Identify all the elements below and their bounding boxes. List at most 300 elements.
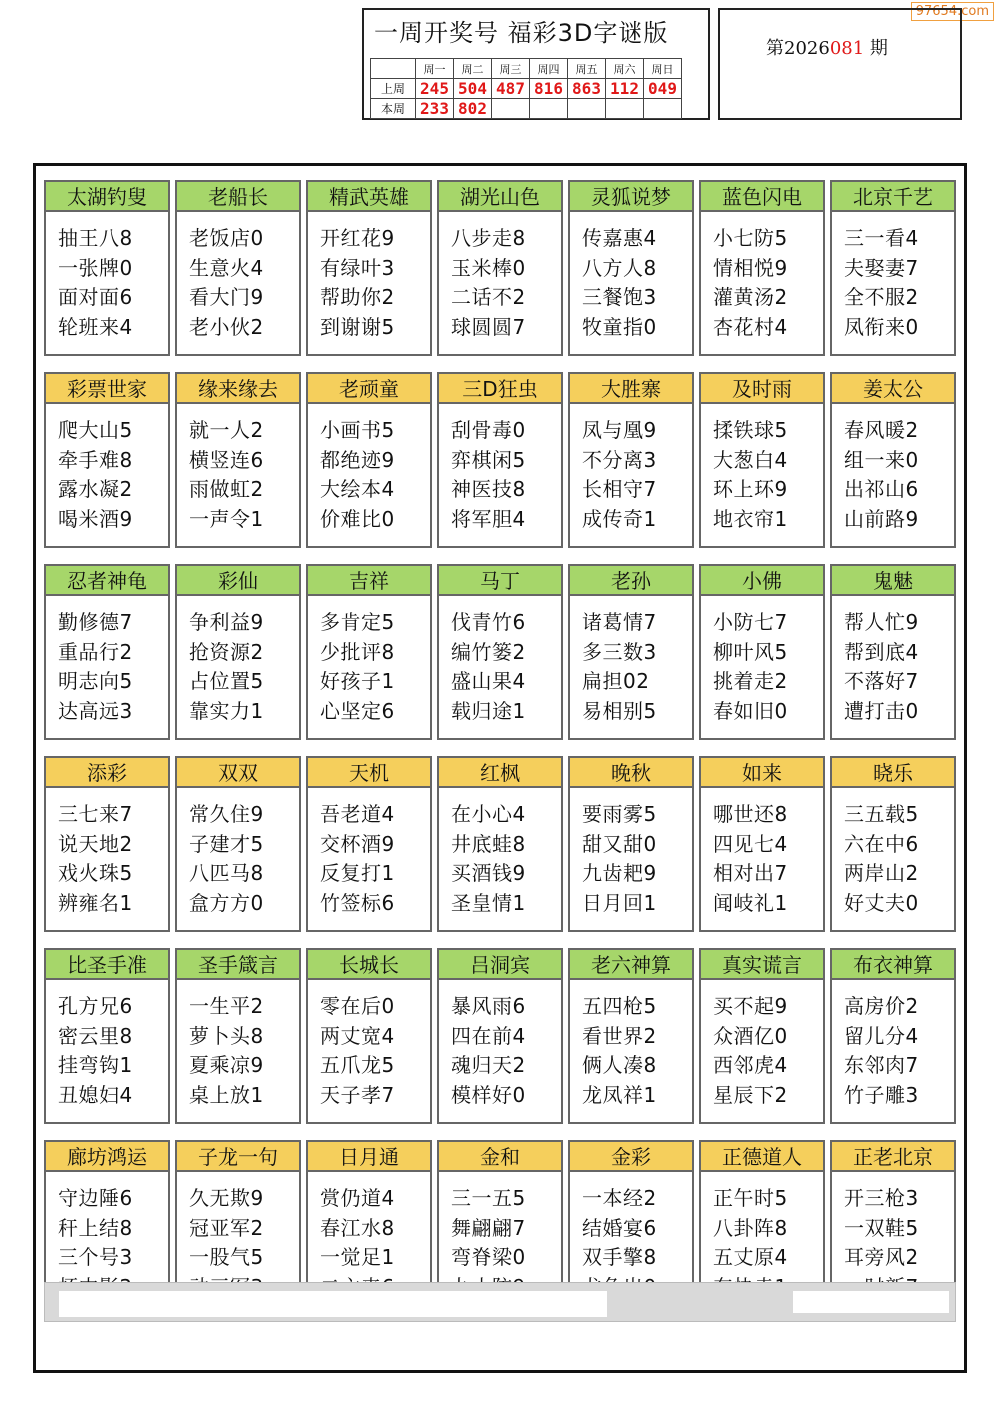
riddle-line: 全不服2 bbox=[844, 285, 919, 309]
riddle-card bbox=[44, 372, 170, 548]
riddle-line: 一双鞋5 bbox=[844, 1215, 919, 1240]
riddle-line: 圣皇情1 bbox=[451, 890, 526, 915]
riddle-line: 俩人凑8 bbox=[582, 1053, 657, 1077]
author-name: 正德道人 bbox=[701, 1142, 823, 1172]
riddle-line: 反复打1 bbox=[320, 861, 395, 885]
author-name: 灵狐说梦 bbox=[570, 182, 692, 212]
riddle-lines bbox=[832, 212, 954, 342]
riddle-line: 三一看4 bbox=[844, 226, 919, 250]
weekly-draw-panel bbox=[362, 8, 710, 120]
riddle-line: 牵手难8 bbox=[58, 447, 133, 472]
draw-number: 863 bbox=[568, 79, 606, 99]
riddle-card bbox=[568, 756, 694, 932]
riddle-lines bbox=[701, 788, 823, 918]
riddle-line: 夫娶妻7 bbox=[844, 255, 919, 280]
author-name: 小佛 bbox=[701, 566, 823, 596]
riddle-line: 八方人8 bbox=[582, 255, 657, 280]
riddle-line: 四见七4 bbox=[713, 831, 788, 856]
day-cell: 周四 bbox=[530, 59, 568, 79]
riddle-lines bbox=[570, 596, 692, 726]
author-name: 圣手箴言 bbox=[177, 950, 299, 980]
riddle-line: 正午时5 bbox=[713, 1186, 788, 1210]
riddle-line: 开红花9 bbox=[320, 226, 395, 250]
draw-number bbox=[492, 99, 530, 119]
riddle-line: 达高远3 bbox=[58, 698, 133, 723]
draw-number: 816 bbox=[530, 79, 568, 99]
day-cell: 周六 bbox=[606, 59, 644, 79]
riddle-lines bbox=[46, 980, 168, 1110]
riddle-line: 情相悦9 bbox=[713, 255, 788, 280]
this-week-row bbox=[371, 99, 682, 119]
riddle-line: 重品行2 bbox=[58, 639, 133, 664]
riddle-line: 模样好0 bbox=[451, 1082, 526, 1107]
author-name: 姜太公 bbox=[832, 374, 954, 404]
riddle-lines bbox=[570, 788, 692, 918]
riddle-line: 丑媳妇4 bbox=[58, 1082, 133, 1107]
riddle-line: 勤修德7 bbox=[58, 610, 133, 634]
riddle-line: 挂弯钩1 bbox=[58, 1053, 133, 1077]
riddle-line: 露水凝2 bbox=[58, 477, 133, 501]
riddle-card bbox=[830, 372, 956, 548]
riddle-line: 密云里8 bbox=[58, 1023, 133, 1048]
riddle-card bbox=[44, 756, 170, 932]
riddle-line: 买酒钱9 bbox=[451, 861, 526, 885]
riddle-lines bbox=[439, 212, 561, 342]
row-label: 上周 bbox=[371, 79, 416, 99]
riddle-line: 八步走8 bbox=[451, 226, 526, 250]
riddle-line: 小防七7 bbox=[713, 610, 788, 634]
riddle-card bbox=[830, 756, 956, 932]
author-name: 鬼魅 bbox=[832, 566, 954, 596]
riddle-line: 常久住9 bbox=[189, 802, 264, 826]
author-name: 湖光山色 bbox=[439, 182, 561, 212]
riddle-line: 抢资源2 bbox=[189, 639, 264, 664]
riddle-line: 东邻肉7 bbox=[844, 1053, 919, 1077]
riddle-line: 五四枪5 bbox=[582, 994, 657, 1018]
author-name: 如来 bbox=[701, 758, 823, 788]
riddle-line: 孔方兄6 bbox=[58, 994, 133, 1018]
riddle-line: 守边陲6 bbox=[58, 1186, 133, 1210]
riddle-lines bbox=[439, 788, 561, 918]
riddle-line: 小画书5 bbox=[320, 418, 395, 442]
riddle-line: 井底蛙8 bbox=[451, 831, 526, 856]
riddle-line: 耳旁风2 bbox=[844, 1245, 919, 1269]
day-cell: 周二 bbox=[454, 59, 492, 79]
riddle-line: 三七来7 bbox=[58, 802, 133, 826]
riddle-line: 不分离3 bbox=[582, 447, 657, 472]
riddle-line: 吾老道4 bbox=[320, 802, 395, 826]
riddle-lines bbox=[46, 788, 168, 918]
riddle-line: 雨做虹2 bbox=[189, 477, 264, 501]
riddle-line: 传嘉惠4 bbox=[582, 226, 657, 250]
author-name: 晚秋 bbox=[570, 758, 692, 788]
author-name: 缘来缘去 bbox=[177, 374, 299, 404]
riddle-line: 三一五5 bbox=[451, 1186, 526, 1210]
issue-suffix: 期 bbox=[864, 38, 888, 59]
author-name: 太湖钓叟 bbox=[46, 182, 168, 212]
riddle-lines bbox=[308, 212, 430, 342]
riddle-line: 遭打击0 bbox=[844, 698, 919, 723]
author-name: 天机 bbox=[308, 758, 430, 788]
riddle-line: 载归途1 bbox=[451, 698, 526, 723]
riddle-line: 生意火4 bbox=[189, 255, 264, 280]
riddle-line: 盛山果4 bbox=[451, 669, 526, 693]
issue-number bbox=[766, 34, 888, 60]
author-name: 及时雨 bbox=[701, 374, 823, 404]
riddle-line: 老饭店0 bbox=[189, 226, 264, 250]
panel-title: 一周开奖号 福彩3D字谜版 bbox=[374, 19, 669, 47]
riddle-card bbox=[175, 564, 301, 740]
riddle-line: 扁担02 bbox=[582, 669, 650, 693]
author-name: 大胜寨 bbox=[570, 374, 692, 404]
riddle-line: 心坚定6 bbox=[320, 698, 395, 723]
riddle-card bbox=[175, 948, 301, 1124]
riddle-line: 一觉足1 bbox=[320, 1245, 395, 1269]
riddle-lines bbox=[570, 212, 692, 342]
riddle-lines bbox=[701, 980, 823, 1110]
author-name: 马丁 bbox=[439, 566, 561, 596]
author-name: 真实谎言 bbox=[701, 950, 823, 980]
riddle-card bbox=[306, 756, 432, 932]
author-name: 廊坊鸿运 bbox=[46, 1142, 168, 1172]
author-name: 彩仙 bbox=[177, 566, 299, 596]
issue-year: 2026 bbox=[784, 38, 830, 59]
riddle-line: 日月回1 bbox=[582, 890, 657, 915]
riddle-lines bbox=[46, 596, 168, 726]
riddle-line: 伐青竹6 bbox=[451, 610, 526, 634]
riddle-lines bbox=[701, 596, 823, 726]
draw-number: 049 bbox=[644, 79, 682, 99]
riddle-line: 山前路9 bbox=[844, 506, 919, 531]
riddle-line: 老小伙2 bbox=[189, 314, 264, 339]
riddle-line: 明志向5 bbox=[58, 669, 133, 693]
riddle-line: 有绿叶3 bbox=[320, 255, 395, 280]
riddle-line: 哪世还8 bbox=[713, 802, 788, 826]
riddle-line: 四在前4 bbox=[451, 1023, 526, 1048]
author-name: 金和 bbox=[439, 1142, 561, 1172]
issue-prefix: 第 bbox=[766, 38, 784, 59]
riddle-lines bbox=[832, 980, 954, 1110]
riddle-line: 赏仍道4 bbox=[320, 1186, 395, 1210]
author-name: 老顽童 bbox=[308, 374, 430, 404]
riddle-line: 大葱白4 bbox=[713, 447, 788, 472]
riddle-line: 九齿耙9 bbox=[582, 861, 657, 885]
riddle-line: 将军胆4 bbox=[451, 506, 526, 531]
riddle-line: 戏火珠5 bbox=[58, 861, 133, 885]
riddle-line: 玉米棒0 bbox=[451, 255, 526, 280]
riddle-lines bbox=[308, 596, 430, 726]
riddle-line: 都绝迹9 bbox=[320, 447, 395, 472]
riddle-card bbox=[437, 372, 563, 548]
riddle-line: 凤衔来0 bbox=[844, 314, 919, 339]
issue-panel bbox=[718, 8, 962, 120]
riddle-line: 柳叶风5 bbox=[713, 639, 788, 664]
riddle-lines bbox=[832, 788, 954, 918]
riddle-lines bbox=[439, 404, 561, 534]
riddle-line: 辨雍名1 bbox=[58, 890, 133, 915]
riddle-line: 一张牌0 bbox=[58, 255, 133, 280]
author-name: 红枫 bbox=[439, 758, 561, 788]
author-name: 双双 bbox=[177, 758, 299, 788]
riddle-line: 爬大山5 bbox=[58, 418, 133, 442]
riddle-line: 三个号3 bbox=[58, 1245, 133, 1269]
riddle-line: 说天地2 bbox=[58, 831, 133, 856]
riddle-line: 弈棋闲5 bbox=[451, 447, 526, 472]
days-row bbox=[371, 59, 682, 79]
author-name: 老六神算 bbox=[570, 950, 692, 980]
author-name: 日月通 bbox=[308, 1142, 430, 1172]
riddle-card bbox=[699, 372, 825, 548]
riddle-card bbox=[699, 180, 825, 356]
riddle-lines bbox=[46, 212, 168, 342]
riddle-line: 开三枪3 bbox=[844, 1186, 919, 1210]
riddle-lines bbox=[308, 404, 430, 534]
riddle-line: 甜又甜0 bbox=[582, 831, 657, 856]
riddle-line: 在小心4 bbox=[451, 802, 526, 826]
riddle-lines bbox=[570, 980, 692, 1110]
riddle-card bbox=[699, 948, 825, 1124]
riddle-line: 三餐饱3 bbox=[582, 285, 657, 309]
riddle-line: 编竹篓2 bbox=[451, 639, 526, 664]
corner-cell bbox=[371, 59, 416, 79]
riddle-line: 靠实力1 bbox=[189, 698, 264, 723]
day-cell: 周五 bbox=[568, 59, 606, 79]
footer-bar bbox=[44, 1282, 956, 1322]
riddle-line: 闻岐礼1 bbox=[713, 890, 788, 915]
riddle-grid bbox=[44, 180, 956, 1316]
riddle-line: 挑着走2 bbox=[713, 669, 788, 693]
riddle-line: 多三数3 bbox=[582, 639, 657, 664]
riddle-line: 萝卜头8 bbox=[189, 1023, 264, 1048]
author-name: 彩票世家 bbox=[46, 374, 168, 404]
author-name: 晓乐 bbox=[832, 758, 954, 788]
riddle-line: 众酒亿0 bbox=[713, 1023, 788, 1048]
riddle-card bbox=[175, 180, 301, 356]
author-name: 吉祥 bbox=[308, 566, 430, 596]
riddle-lines bbox=[46, 404, 168, 534]
riddle-lines bbox=[308, 980, 430, 1110]
riddle-line: 盒方方0 bbox=[189, 890, 264, 915]
riddle-card bbox=[44, 564, 170, 740]
riddle-line: 长相守7 bbox=[582, 477, 657, 501]
riddle-card bbox=[44, 180, 170, 356]
riddle-line: 冠亚军2 bbox=[189, 1215, 264, 1240]
riddle-lines bbox=[177, 404, 299, 534]
author-name: 子龙一句 bbox=[177, 1142, 299, 1172]
riddle-card bbox=[306, 564, 432, 740]
riddle-line: 球圆圆7 bbox=[451, 314, 526, 339]
riddle-line: 争利益9 bbox=[189, 610, 264, 634]
riddle-card bbox=[175, 756, 301, 932]
riddle-line: 刮骨毒0 bbox=[451, 418, 526, 442]
riddle-line: 诸葛情7 bbox=[582, 610, 657, 634]
riddle-line: 久无欺9 bbox=[189, 1186, 264, 1210]
riddle-line: 天子孝7 bbox=[320, 1082, 395, 1107]
day-cell: 周一 bbox=[416, 59, 454, 79]
riddle-line: 二话不2 bbox=[451, 285, 526, 309]
row-label: 本周 bbox=[371, 99, 416, 119]
riddle-card bbox=[830, 948, 956, 1124]
riddle-line: 多肯定5 bbox=[320, 610, 395, 634]
riddle-line: 神医技8 bbox=[451, 477, 526, 501]
riddle-lines bbox=[308, 788, 430, 918]
riddle-line: 就一人2 bbox=[189, 418, 264, 442]
riddle-card bbox=[306, 948, 432, 1124]
riddle-line: 一声令1 bbox=[189, 506, 264, 531]
riddle-line: 结婚宴6 bbox=[582, 1215, 657, 1240]
draw-number: 504 bbox=[454, 79, 492, 99]
riddle-line: 春如旧0 bbox=[713, 698, 788, 723]
riddle-line: 高房价2 bbox=[844, 994, 919, 1018]
riddle-line: 暴风雨6 bbox=[451, 994, 526, 1018]
riddle-card bbox=[306, 180, 432, 356]
riddle-line: 魂归天2 bbox=[451, 1053, 526, 1077]
riddle-line: 看世界2 bbox=[582, 1023, 657, 1048]
riddle-line: 弯脊梁0 bbox=[451, 1245, 526, 1269]
riddle-line: 好丈夫0 bbox=[844, 890, 919, 915]
author-name: 吕洞宾 bbox=[439, 950, 561, 980]
riddle-card bbox=[44, 948, 170, 1124]
draw-table bbox=[370, 58, 682, 119]
author-name: 忍者神龟 bbox=[46, 566, 168, 596]
riddle-line: 三五载5 bbox=[844, 802, 919, 826]
riddle-lines bbox=[701, 212, 823, 342]
riddle-line: 易相别5 bbox=[582, 698, 657, 723]
author-name: 老船长 bbox=[177, 182, 299, 212]
riddle-line: 桌上放1 bbox=[189, 1082, 264, 1107]
author-name: 长城长 bbox=[308, 950, 430, 980]
riddle-card bbox=[437, 756, 563, 932]
day-cell: 周三 bbox=[492, 59, 530, 79]
riddle-line: 五丈原4 bbox=[713, 1245, 788, 1269]
riddle-line: 出祁山6 bbox=[844, 477, 919, 501]
riddle-line: 要雨雾5 bbox=[582, 802, 657, 826]
author-name: 北京千艺 bbox=[832, 182, 954, 212]
draw-number bbox=[644, 99, 682, 119]
riddle-line: 成传奇1 bbox=[582, 506, 657, 531]
riddle-card bbox=[699, 564, 825, 740]
riddle-line: 小七防5 bbox=[713, 226, 788, 250]
riddle-line: 杏花村4 bbox=[713, 314, 788, 339]
riddle-line: 地衣帘1 bbox=[713, 506, 788, 531]
riddle-line: 春风暖2 bbox=[844, 418, 919, 442]
riddle-line: 到谢谢5 bbox=[320, 314, 395, 339]
riddle-line: 星辰下2 bbox=[713, 1082, 788, 1107]
riddle-line: 面对面6 bbox=[58, 285, 133, 309]
riddle-line: 看大门9 bbox=[189, 285, 264, 309]
riddle-card bbox=[437, 180, 563, 356]
draw-number: 233 bbox=[416, 99, 454, 119]
riddle-card bbox=[437, 564, 563, 740]
riddle-line: 两丈宽4 bbox=[320, 1023, 395, 1048]
riddle-line: 牧童指0 bbox=[582, 314, 657, 339]
riddle-line: 子建才5 bbox=[189, 831, 264, 856]
riddle-line: 帮人忙9 bbox=[844, 610, 919, 634]
riddle-line: 龙凤祥1 bbox=[582, 1082, 657, 1107]
riddle-line: 抽王八8 bbox=[58, 226, 133, 250]
draw-number: 245 bbox=[416, 79, 454, 99]
riddle-line: 相对出7 bbox=[713, 861, 788, 885]
riddle-lines bbox=[832, 596, 954, 726]
riddle-line: 一股气5 bbox=[189, 1245, 264, 1269]
riddle-line: 交杯酒9 bbox=[320, 831, 395, 856]
riddle-line: 六在中6 bbox=[844, 831, 919, 856]
riddle-line: 大绘本4 bbox=[320, 477, 395, 501]
draw-number bbox=[568, 99, 606, 119]
author-name: 金彩 bbox=[570, 1142, 692, 1172]
riddle-lines bbox=[177, 980, 299, 1110]
author-name: 三D狂虫 bbox=[439, 374, 561, 404]
riddle-card bbox=[568, 372, 694, 548]
draw-number bbox=[530, 99, 568, 119]
last-week-row bbox=[371, 79, 682, 99]
riddle-lines bbox=[439, 596, 561, 726]
riddle-line: 灌黄汤2 bbox=[713, 285, 788, 309]
riddle-line: 双手擎8 bbox=[582, 1245, 657, 1269]
draw-number bbox=[606, 99, 644, 119]
riddle-card bbox=[568, 948, 694, 1124]
footer-blank-left bbox=[59, 1291, 607, 1317]
riddle-line: 买不起9 bbox=[713, 994, 788, 1018]
author-name: 添彩 bbox=[46, 758, 168, 788]
riddle-line: 帮到底4 bbox=[844, 639, 919, 664]
riddle-lines bbox=[701, 404, 823, 534]
riddle-lines bbox=[439, 980, 561, 1110]
riddle-line: 一本经2 bbox=[582, 1186, 657, 1210]
author-name: 蓝色闪电 bbox=[701, 182, 823, 212]
author-name: 正老北京 bbox=[832, 1142, 954, 1172]
riddle-line: 零在后0 bbox=[320, 994, 395, 1018]
riddle-line: 环上环9 bbox=[713, 477, 788, 501]
riddle-line: 西邻虎4 bbox=[713, 1053, 788, 1077]
author-name: 比圣手准 bbox=[46, 950, 168, 980]
riddle-line: 秆上结8 bbox=[58, 1215, 133, 1240]
watermark: 97654.com bbox=[911, 2, 994, 21]
issue-num: 081 bbox=[829, 38, 865, 59]
riddle-line: 横竖连6 bbox=[189, 447, 264, 472]
riddle-line: 少批评8 bbox=[320, 639, 395, 664]
riddle-line: 两岸山2 bbox=[844, 861, 919, 885]
riddle-line: 舞翩翩7 bbox=[451, 1215, 526, 1240]
riddle-lines bbox=[832, 404, 954, 534]
riddle-line: 竹子雕3 bbox=[844, 1082, 919, 1107]
riddle-card bbox=[830, 180, 956, 356]
riddle-lines bbox=[177, 788, 299, 918]
riddle-line: 留儿分4 bbox=[844, 1023, 919, 1048]
riddle-line: 五爪龙5 bbox=[320, 1053, 395, 1077]
author-name: 布衣神算 bbox=[832, 950, 954, 980]
riddle-line: 一生平2 bbox=[189, 994, 264, 1018]
author-name: 精武英雄 bbox=[308, 182, 430, 212]
riddle-line: 八匹马8 bbox=[189, 861, 264, 885]
riddle-card bbox=[437, 948, 563, 1124]
draw-number: 112 bbox=[606, 79, 644, 99]
riddle-line: 凤与凰9 bbox=[582, 418, 657, 442]
riddle-card bbox=[568, 564, 694, 740]
riddle-line: 占位置5 bbox=[189, 669, 264, 693]
riddle-line: 竹签标6 bbox=[320, 890, 395, 915]
riddle-line: 轮班来4 bbox=[58, 314, 133, 339]
riddle-card bbox=[699, 756, 825, 932]
riddle-line: 八卦阵8 bbox=[713, 1215, 788, 1240]
day-cell: 周日 bbox=[644, 59, 682, 79]
riddle-lines bbox=[177, 596, 299, 726]
riddle-line: 好孩子1 bbox=[320, 669, 395, 693]
author-name: 老孙 bbox=[570, 566, 692, 596]
draw-number: 802 bbox=[454, 99, 492, 119]
riddle-card bbox=[568, 180, 694, 356]
riddle-board bbox=[33, 163, 967, 1373]
